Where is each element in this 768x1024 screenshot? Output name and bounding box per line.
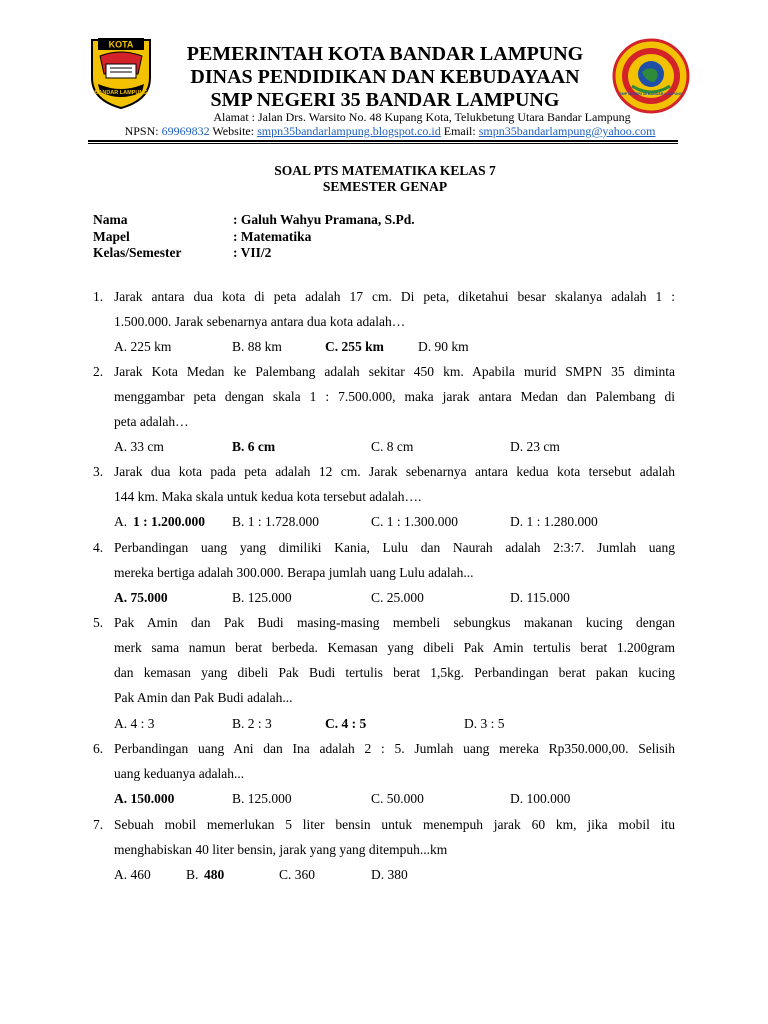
letterhead-school-name: SMP NEGERI 35 BANDAR LAMPUNG xyxy=(210,89,560,111)
option-d: D. 100.000 xyxy=(510,791,571,806)
question-text: Pak Amin dan Pak Budi masing-masing membeli sebungkus makanan kucing dengan xyxy=(114,615,675,630)
question-text: menghabiskan 40 liter bensin, jarak yang yang ditempuh...km xyxy=(114,842,448,857)
letterhead-department: DINAS PENDIDIKAN DAN KEBUDAYAAN xyxy=(190,66,580,88)
option-a-answer: A. 150.000 xyxy=(114,791,175,806)
svg-text:KOTA: KOTA xyxy=(108,39,134,50)
question-text: peta adalah… xyxy=(114,414,189,429)
question-number: 5. xyxy=(93,615,104,630)
option-c-answer: C. 4 : 5 xyxy=(325,716,367,731)
kelas-label: Kelas/Semester xyxy=(93,245,182,260)
option-b: B. 88 km xyxy=(232,339,282,354)
option-b-answer: B. 6 cm xyxy=(232,439,276,454)
option-a: A. 33 cm xyxy=(114,439,164,454)
option-c-answer: C. 255 km xyxy=(325,339,384,354)
question-number: 4. xyxy=(93,540,104,555)
mapel-value: : Matematika xyxy=(233,229,312,244)
question-number: 6. xyxy=(93,741,104,756)
option-d: D. 1 : 1.280.000 xyxy=(510,514,598,529)
svg-text:BANDAR LAMPUNG: BANDAR LAMPUNG xyxy=(94,90,148,96)
question-text: Perbandingan uang yang dimiliki Kania, Lulu dan Naurah adalah 2:3:7. Jumlah uang xyxy=(114,540,675,555)
question-text: 144 km. Maka skala untuk kedua kota tersebut adalah…. xyxy=(114,489,422,504)
website-label: Website: xyxy=(212,124,255,138)
option-a: A. 225 km xyxy=(114,339,172,354)
question-number: 3. xyxy=(93,464,104,479)
option-a: A. 4 : 3 xyxy=(114,716,155,731)
option-a-answer: A. 75.000 xyxy=(114,590,168,605)
option-a: A. 460 xyxy=(114,867,151,882)
question-text: Sebuah mobil memerlukan 5 liter bensin untuk menempuh jarak 60 km, jika mobil itu xyxy=(114,817,675,832)
email-label: Email: xyxy=(443,124,476,138)
question-number: 7. xyxy=(93,817,104,832)
option-d: D. 3 : 5 xyxy=(464,716,505,731)
option-b: B. 1 : 1.728.000 xyxy=(232,514,320,529)
question-text: Perbandingan uang Ani dan Ina adalah 2 : 5. Jumlah uang mereka Rp350.000,00. Selisih xyxy=(114,741,675,756)
website-link[interactable]: smpn35bandarlampung.blogspot.co.id xyxy=(257,124,441,138)
question-number: 1. xyxy=(93,289,104,304)
kelas-value: : VII/2 xyxy=(233,245,272,260)
nama-value: : Galuh Wahyu Pramana, S.Pd. xyxy=(233,212,415,227)
option-b: B. 2 : 3 xyxy=(232,716,272,731)
letterhead-government: PEMERINTAH KOTA BANDAR LAMPUNG xyxy=(186,43,584,65)
school-contact-line xyxy=(60,124,720,138)
question-text: Jarak Kota Medan ke Palembang adalah sekitar 450 km. Apabila murid SMPN 35 diminta xyxy=(114,364,675,379)
question-text: dan kemasan yang dibeli Pak Budi tertulis berat 1,5kg. Perbandingan berat pakan kucing xyxy=(114,665,675,680)
option-b: B. 125.000 xyxy=(232,791,292,806)
option-a-letter: A. xyxy=(114,514,128,529)
letterhead-divider-thin xyxy=(88,143,678,144)
option-c: C. 8 cm xyxy=(371,439,414,454)
nama-label: Nama xyxy=(93,212,128,227)
question-number: 2. xyxy=(93,364,104,379)
question-text: uang keduanya adalah... xyxy=(114,766,245,781)
mapel-label: Mapel xyxy=(93,229,130,244)
option-c: C. 50.000 xyxy=(371,791,424,806)
option-d: D. 90 km xyxy=(418,339,469,354)
npsn-label: NPSN: xyxy=(124,124,159,138)
exam-title: SOAL PTS MATEMATIKA KELAS 7 xyxy=(274,163,496,178)
option-b-answer: 480 xyxy=(204,867,225,882)
question-text: menggambar peta dengan skala 1 : 7.500.000, maka jarak antara Medan dan Palembang di xyxy=(114,389,675,404)
option-c: C. 1 : 1.300.000 xyxy=(371,514,459,529)
option-c: C. 25.000 xyxy=(371,590,424,605)
email-link[interactable]: smpn35bandarlampung@yahoo.com xyxy=(478,124,656,138)
question-text: 1.500.000. Jarak sebenarnya antara dua kota adalah… xyxy=(114,314,406,329)
option-b: B. 125.000 xyxy=(232,590,292,605)
option-b-letter: B. xyxy=(186,867,199,882)
question-text: merk sama namun berat berbeda. Kemasan yang dibeli Pak Amin tertulis berat 1.200gram xyxy=(114,640,675,655)
option-d: D. 115.000 xyxy=(510,590,570,605)
svg-text:SMP NEGERI 35 BANDAR LAMPUNG: SMP NEGERI 35 BANDAR LAMPUNG xyxy=(619,92,683,96)
exam-semester: SEMESTER GENAP xyxy=(322,179,448,194)
option-d: D. 380 xyxy=(371,867,408,882)
question-text: Jarak dua kota pada peta adalah 12 cm. Jarak sebenarnya antara kedua kota tersebut adalah xyxy=(114,464,675,479)
school-address: Alamat : Jalan Drs. Warsito No. 48 Kupang Kota, Telukbetung Utara Bandar Lampung xyxy=(213,110,631,124)
option-c: C. 360 xyxy=(279,867,316,882)
question-text: mereka bertiga adalah 300.000. Berapa jumlah uang Lulu adalah... xyxy=(114,565,474,580)
question-text: Pak Amin dan Pak Budi adalah... xyxy=(114,690,293,705)
option-a-answer: 1 : 1.200.000 xyxy=(133,514,205,529)
option-d: D. 23 cm xyxy=(510,439,560,454)
question-text: Jarak antara dua kota di peta adalah 17 cm. Di peta, diketahui besar skalanya adalah 1 : xyxy=(114,289,675,304)
npsn-value: 69969832 xyxy=(161,124,210,138)
letterhead-divider-thick xyxy=(88,140,678,142)
bandar-lampung-city-emblem xyxy=(86,34,156,110)
smpn-35-school-emblem xyxy=(612,38,690,114)
